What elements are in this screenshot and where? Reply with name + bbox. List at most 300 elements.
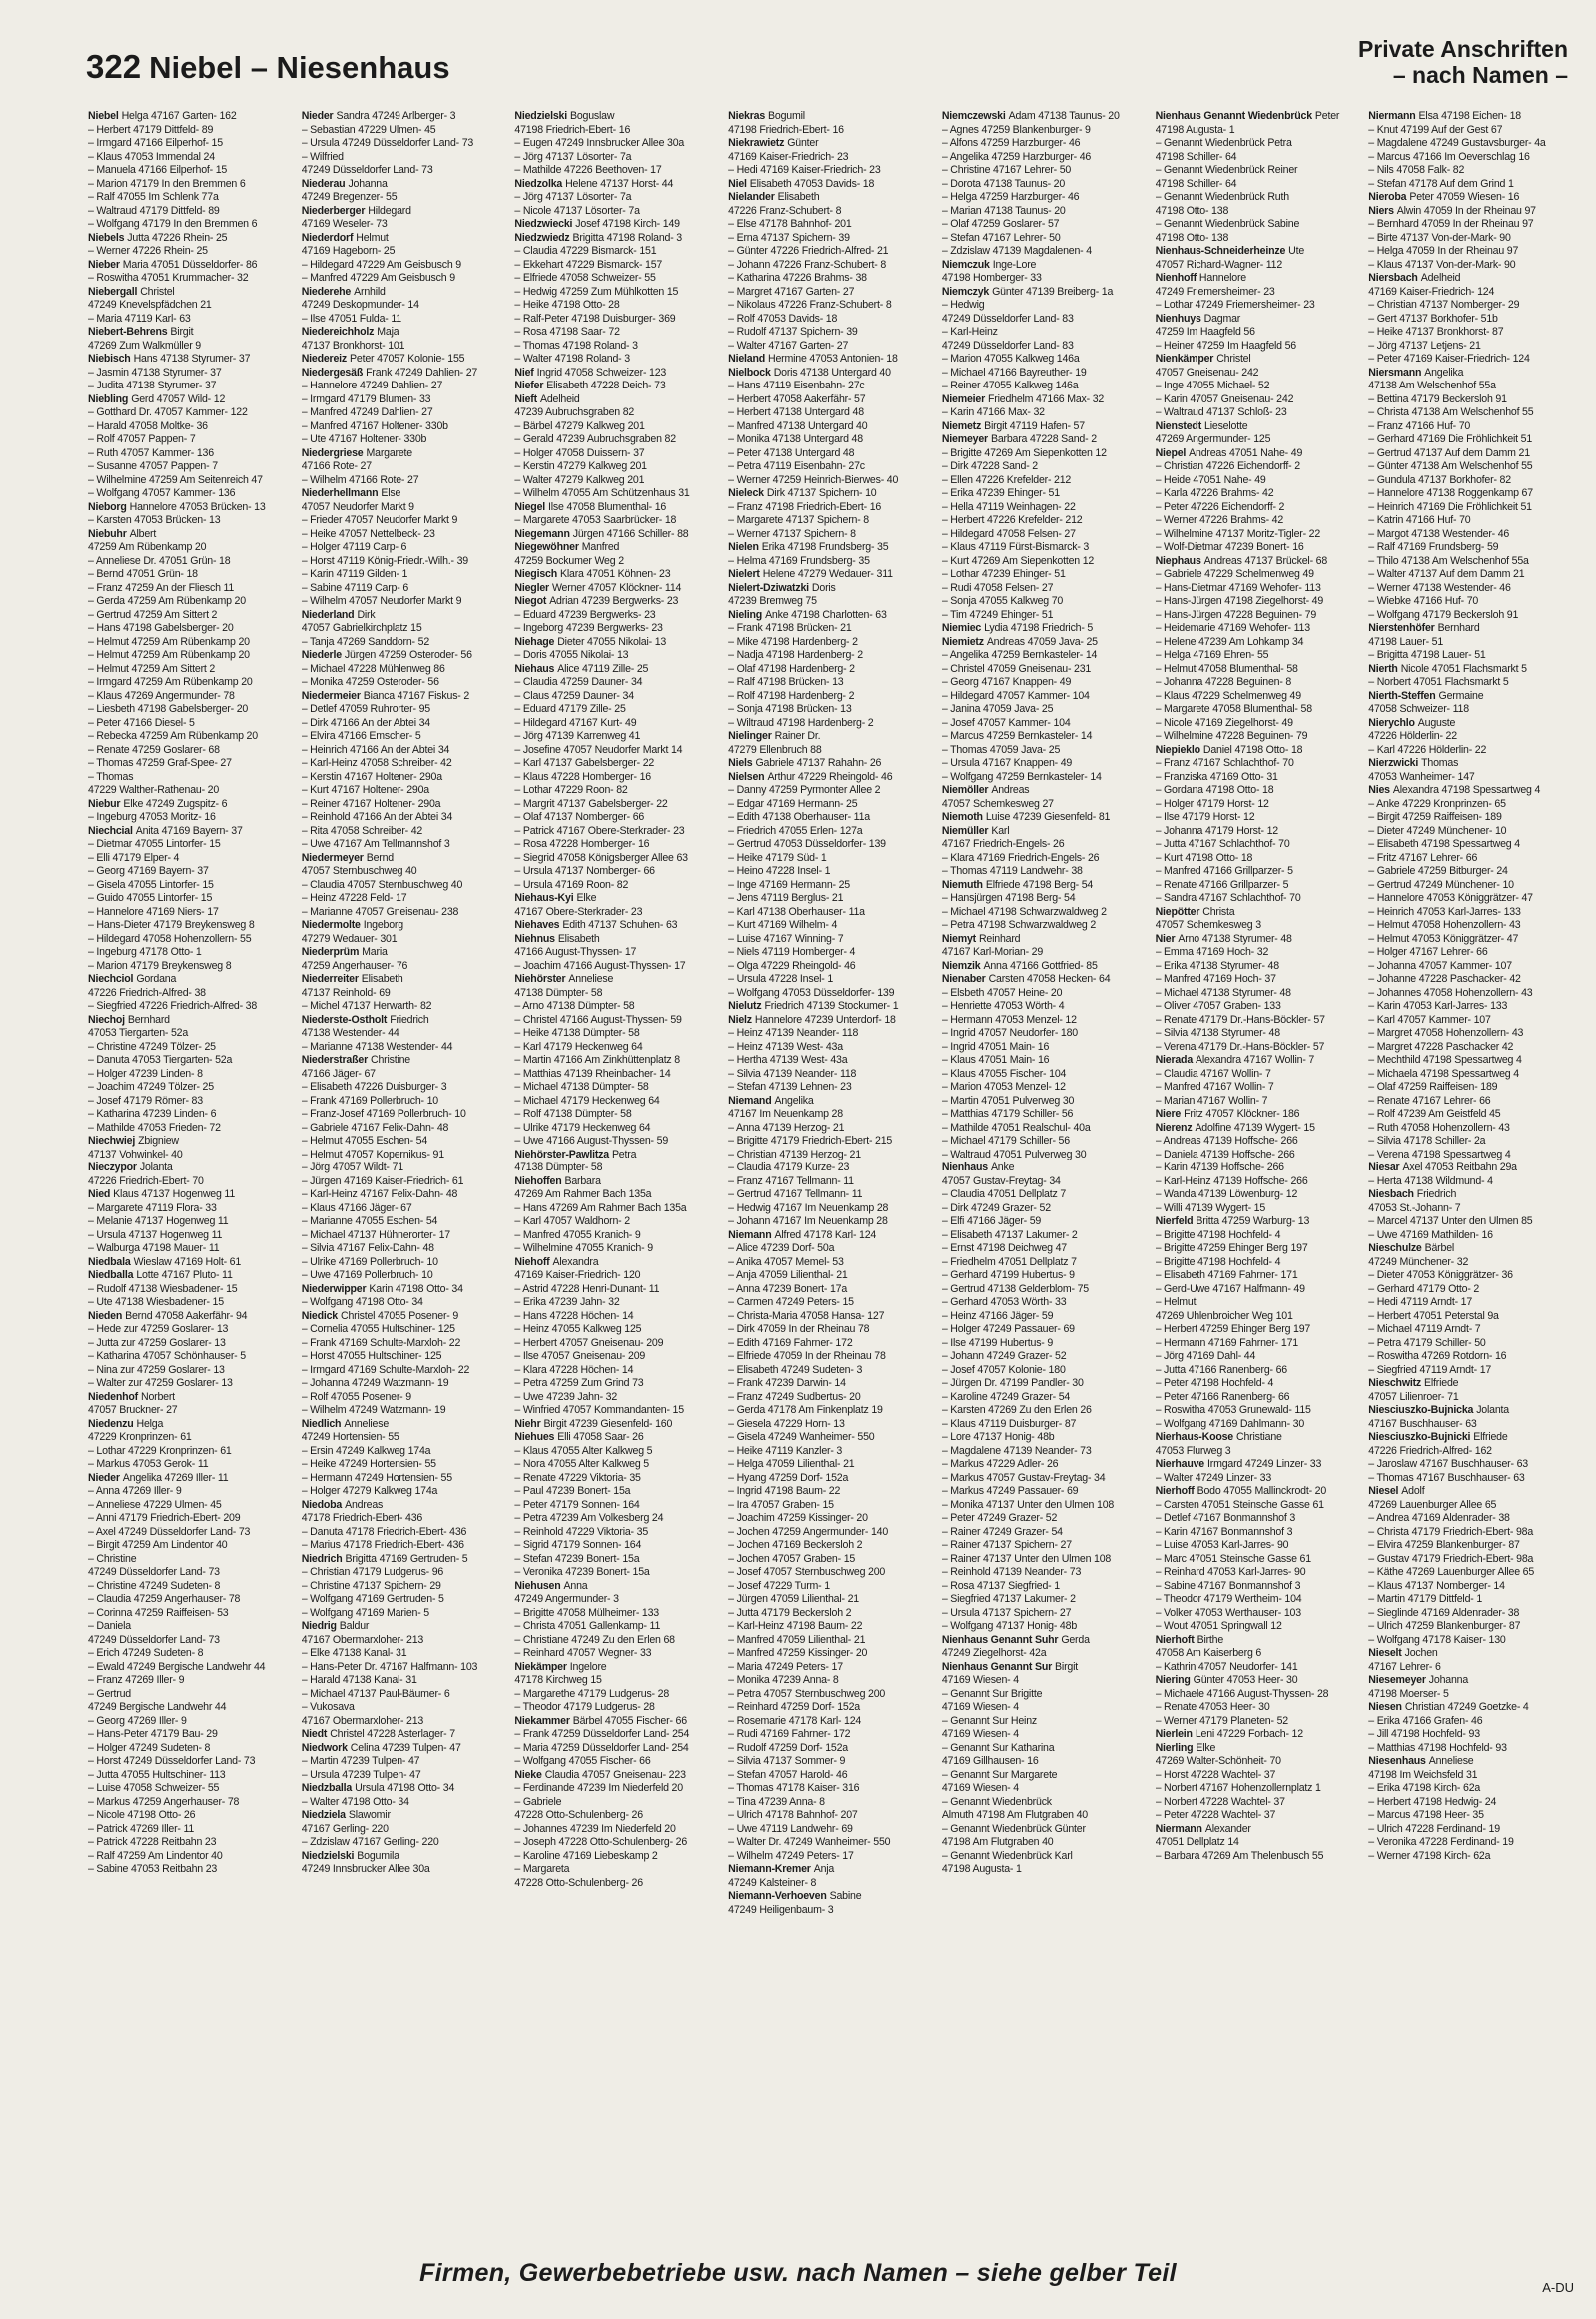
directory-entry: [514, 460, 722, 474]
directory-entry: [942, 960, 1150, 974]
entry-surname: Niering: [1155, 1674, 1191, 1686]
directory-entry: [88, 1823, 296, 1837]
entry-details: Else: [381, 487, 401, 499]
entry-details: Slawomir: [348, 1809, 391, 1821]
entry-details: – Karl-Heinz 47058 Schreiber- 42: [301, 757, 452, 769]
entry-surname: Nieling: [728, 608, 763, 621]
entry-details: 47226 Franz-Schubert- 8: [728, 204, 842, 217]
directory-entry: [514, 259, 722, 273]
directory-entry: [88, 1215, 296, 1229]
directory-entry: [1368, 1229, 1576, 1243]
directory-entry: [728, 137, 936, 151]
directory-entry: [1156, 865, 1363, 879]
directory-entry: [728, 1850, 936, 1864]
entry-details: – Jutta 47055 Hultschiner- 113: [88, 1768, 226, 1781]
entry-details: – Sabine 47167 Bonmannshof 3: [1155, 1579, 1301, 1592]
directory-entry: [302, 178, 509, 192]
directory-entry: [1368, 1850, 1576, 1864]
directory-entry: [942, 218, 1150, 232]
directory-entry: [514, 528, 722, 542]
directory-entry: [514, 1755, 722, 1769]
entry-details: – Elsbeth 47057 Heine- 20: [941, 986, 1063, 999]
entry-details: Britta 47259 Warburg- 13: [1196, 1215, 1310, 1227]
directory-entry: [302, 393, 509, 407]
entry-details: – Edith 47169 Fahrner- 172: [728, 1336, 853, 1349]
entry-surname: Niebert-Behrens: [88, 326, 168, 338]
directory-entry: [302, 1135, 509, 1149]
entry-surname: Niemyt: [941, 932, 976, 945]
entry-surname: Nierling: [1155, 1741, 1194, 1754]
directory-entry: [942, 1431, 1150, 1445]
entry-details: – Rainer 47137 Unter den Ulmen 108: [941, 1552, 1112, 1565]
entry-surname: Nienhuys: [1155, 312, 1201, 325]
entry-details: 47269 Uhlenbroicher Weg 101: [1155, 1309, 1293, 1322]
directory-entry: [88, 1256, 296, 1270]
entry-details: 47239 Aubruchsgraben 82: [514, 406, 635, 418]
directory-entry: [942, 1188, 1150, 1202]
directory-entry: [514, 636, 722, 650]
entry-details: – Renate 47259 Goslarer- 68: [88, 743, 220, 756]
entry-details: – Ewald 47249 Bergische Landwehr 44: [88, 1660, 266, 1673]
directory-entry: [1368, 353, 1576, 367]
directory-entry: [1368, 622, 1576, 636]
directory-entry: [302, 582, 509, 596]
entry-details: – Heike 47119 Kanzler- 3: [728, 1444, 843, 1457]
entry-details: Lotte 47167 Pluto- 11: [136, 1269, 233, 1281]
entry-details: – Margrit 47137 Gabelsberger- 22: [514, 797, 668, 810]
entry-details: – Michaela 47198 Spessartweg 4: [1368, 1067, 1519, 1080]
entry-details: – Frank 47169 Schulte-Marxloh- 22: [301, 1336, 461, 1349]
entry-details: – Erika 47138 Styrumer- 48: [1155, 959, 1279, 972]
directory-entry: [88, 460, 296, 474]
entry-surname: Niesciuszko-Bujnicki: [1368, 1431, 1471, 1443]
entry-details: – Ingeborg 47239 Bergwerks- 23: [514, 622, 663, 634]
directory-entry: [1156, 393, 1363, 407]
entry-details: – Genannt Sur Katharina: [941, 1741, 1055, 1754]
entry-details: – Edith 47138 Oberhauser- 11a: [728, 811, 870, 823]
directory-entry: [728, 1256, 936, 1270]
directory-entry: [728, 838, 936, 852]
directory-entry: [514, 703, 722, 717]
directory-entry: [88, 1485, 296, 1499]
directory-entry: [728, 852, 936, 866]
directory-entry: [1156, 1418, 1363, 1432]
entry-surname: Niels: [728, 757, 753, 769]
entry-details: – Margret 47228 Paschacker 42: [1368, 1040, 1514, 1053]
directory-column: [942, 110, 1150, 2237]
directory-entry: [1368, 1377, 1576, 1391]
entry-surname: Niedlich: [301, 1417, 342, 1430]
entry-details: – Gertrud 47249 Münchener- 10: [1368, 878, 1514, 891]
entry-surname: Niedbala: [88, 1255, 131, 1268]
entry-details: Bogumil: [768, 110, 805, 122]
entry-details: – Kerstin 47279 Kalkweg 201: [514, 460, 647, 472]
entry-details: – Kathrin 47057 Neudorfer- 141: [1155, 1660, 1298, 1673]
directory-entry: [302, 380, 509, 393]
entry-details: – Norbert 47228 Wachtel- 37: [1155, 1795, 1285, 1808]
directory-entry: [942, 703, 1150, 717]
entry-details: 47226 Hölderlin- 22: [1368, 730, 1457, 742]
directory-entry: [302, 892, 509, 906]
directory-entry: [1368, 784, 1576, 798]
directory-entry: [88, 1229, 296, 1243]
directory-entry: [942, 919, 1150, 933]
directory-entry: [302, 137, 509, 151]
directory-entry: [1156, 299, 1363, 313]
entry-details: 47167 Friedrich-Engels- 26: [941, 838, 1065, 850]
directory-entry: [88, 1526, 296, 1540]
directory-entry: [1156, 178, 1363, 192]
directory-entry: [942, 1512, 1150, 1526]
directory-entry: [728, 1553, 936, 1567]
directory-entry: [1156, 1350, 1363, 1364]
entry-details: – Mathilde 47053 Frieden- 72: [88, 1121, 221, 1134]
entry-details: – Nils 47058 Falk- 82: [1368, 164, 1465, 176]
directory-entry: [302, 852, 509, 866]
entry-surname: Nieber: [88, 258, 120, 271]
entry-details: – Karl 47138 Oberhauser- 11a: [728, 905, 865, 918]
directory-entry: [88, 528, 296, 542]
entry-surname: Niedwork: [301, 1741, 348, 1754]
directory-entry: [514, 286, 722, 300]
entry-details: – Rolf 47198 Hardenberg- 2: [728, 689, 855, 702]
directory-entry: [942, 259, 1150, 273]
entry-details: – Silvia 47138 Styrumer- 48: [1155, 1027, 1280, 1039]
entry-details: – Christel 47166 August-Thyssen- 59: [514, 1013, 682, 1026]
entry-details: – Karin 47053 Karl-Jarres- 133: [1368, 1000, 1508, 1012]
entry-details: – Elisabeth 47249 Sudeten- 3: [728, 1363, 863, 1376]
entry-details: – Herbert 47057 Gneisenau- 209: [514, 1336, 664, 1349]
directory-entry: [1368, 1337, 1576, 1351]
entry-surname: Niesar: [1368, 1161, 1400, 1173]
directory-entry: [88, 1472, 296, 1486]
directory-entry: [88, 340, 296, 354]
entry-details: – Hede zur 47259 Goslarer- 13: [88, 1323, 229, 1335]
directory-entry: [1368, 676, 1576, 690]
directory-entry: [1368, 703, 1576, 717]
directory-entry: [302, 1580, 509, 1594]
entry-details: – Frank 47198 Brücken- 21: [728, 622, 852, 634]
directory-entry: [514, 433, 722, 447]
entry-details: – Holger 47249 Sudeten- 8: [88, 1741, 211, 1754]
directory-entry: [514, 987, 722, 1001]
entry-details: – Patrick 47167 Obere-Sterkrader- 23: [514, 824, 685, 837]
entry-details: – Ursula 47167 Knappen- 49: [941, 757, 1073, 769]
directory-entry: [1368, 1755, 1576, 1769]
page-header: [86, 36, 1568, 90]
entry-details: – Marion 47179 Breykensweg 8: [88, 959, 232, 972]
entry-surname: Nierhauve: [1155, 1458, 1204, 1470]
directory-entry: [514, 1014, 722, 1028]
directory-entry: [88, 299, 296, 313]
entry-details: – Marian 47167 Wollin- 7: [1155, 1094, 1268, 1107]
directory-entry: [942, 164, 1150, 178]
directory-entry: [1368, 1823, 1576, 1837]
directory-entry: [88, 1000, 296, 1014]
directory-entry: [88, 757, 296, 771]
entry-surname: Nienstedt: [1155, 419, 1202, 432]
entry-details: – Franz 47166 Huf- 70: [1368, 419, 1471, 432]
directory-entry: [728, 1782, 936, 1796]
entry-details: 47169 Hageborn- 25: [301, 245, 396, 257]
directory-entry: [728, 1215, 936, 1229]
entry-details: Dagmar: [1203, 312, 1241, 325]
entry-details: – Peter 47228 Wachtel- 37: [1155, 1809, 1276, 1821]
directory-entry: [514, 838, 722, 852]
directory-entry: [88, 1350, 296, 1364]
entry-details: – Horst 47228 Wachtel- 37: [1155, 1768, 1276, 1781]
entry-details: – Lothar 47249 Friemersheimer- 23: [1155, 299, 1315, 311]
entry-details: Elisabeth: [361, 973, 403, 985]
directory-entry: [1368, 326, 1576, 340]
directory-entry: [514, 595, 722, 609]
entry-details: – Walter 47249 Linzer- 33: [1155, 1471, 1272, 1484]
entry-details: – Olaf 47259 Goslarer- 57: [941, 218, 1060, 230]
directory-entry: [1156, 1391, 1363, 1405]
entry-details: – Wolfgang 47055 Fischer- 66: [514, 1755, 651, 1767]
directory-entry: [88, 1728, 296, 1742]
entry-details: Friedhelm 47166 Max- 32: [988, 392, 1105, 405]
entry-details: Ilse 47058 Blumenthal- 16: [548, 500, 667, 513]
entry-details: – Markus 47259 Angerhauser- 78: [88, 1795, 240, 1808]
entry-details: Hannelore 47053 Brücken- 13: [129, 500, 266, 513]
entry-details: – Claudia 47051 Dellplatz 7: [941, 1188, 1067, 1200]
directory-entry: [88, 1674, 296, 1688]
directory-entry: [514, 609, 722, 623]
directory-entry: [302, 164, 509, 178]
directory-entry: [88, 1593, 296, 1607]
entry-details: – Martin 47166 Am Zinkhüttenplatz 8: [514, 1054, 680, 1066]
entry-details: Rainer Dr.: [774, 730, 821, 742]
entry-details: – Michael 47119 Arndt- 7: [1368, 1323, 1481, 1335]
entry-details: – Birte 47137 Von-der-Mark- 90: [1368, 231, 1511, 244]
directory-entry: [728, 1095, 936, 1109]
entry-surname: Nieden: [88, 1309, 123, 1322]
entry-details: – Sandra 47167 Schlachthof- 70: [1155, 892, 1301, 904]
directory-entry: [514, 919, 722, 933]
directory-entry: [728, 1755, 936, 1769]
directory-entry: [302, 973, 509, 987]
directory-entry: [88, 622, 296, 636]
entry-details: – Gustav 47179 Friedrich-Ebert- 98a: [1368, 1552, 1534, 1565]
entry-surname: Nienkämper: [1155, 353, 1214, 365]
entry-details: – Holger 47119 Carp- 6: [301, 541, 407, 553]
directory-entry: [514, 353, 722, 367]
entry-details: – Georg 47167 Knappen- 49: [941, 676, 1072, 688]
entry-details: – Wolfgang 47179 Beckersloh 91: [1368, 608, 1519, 621]
entry-details: 47249 Heiligenbaum- 3: [728, 1903, 834, 1916]
directory-entry: [514, 1377, 722, 1391]
directory-entry: [1156, 892, 1363, 906]
directory-entry: [1156, 946, 1363, 960]
entry-details: – Irmgard 47169 Schulte-Marxloh- 22: [301, 1363, 470, 1376]
entry-details: – Judita 47138 Styrumer- 37: [88, 380, 217, 391]
directory-entry: [302, 1364, 509, 1378]
entry-surname: Nierlein: [1155, 1728, 1193, 1740]
entry-details: – Marc 47051 Steinsche Gasse 61: [1155, 1552, 1311, 1565]
entry-surname: Niemczuk: [941, 258, 990, 271]
entry-details: 47138 Westender- 44: [301, 1027, 399, 1039]
entry-details: Anneliese: [568, 973, 614, 985]
entry-details: – Michael 47137 Hühnerorter- 17: [301, 1228, 450, 1241]
directory-entry: [728, 1526, 936, 1540]
entry-details: – Jürgen 47059 Lilienthal- 21: [728, 1593, 859, 1605]
entry-details: – Ulrich 47178 Bahnhof- 207: [728, 1809, 858, 1821]
entry-surname: Nies: [1368, 784, 1390, 796]
directory-entry: [302, 1014, 509, 1028]
entry-details: – Anni 47179 Friedrich-Ebert- 209: [88, 1512, 241, 1524]
directory-entry: [302, 406, 509, 420]
directory-entry: [88, 1310, 296, 1324]
directory-entry: [728, 622, 936, 636]
entry-surname: Niesen: [1368, 1701, 1402, 1713]
entry-details: – Christine 47137 Spichern- 29: [301, 1579, 441, 1592]
directory-entry: [88, 191, 296, 205]
directory-entry: [514, 541, 722, 555]
directory-entry: [1156, 771, 1363, 785]
directory-entry: [302, 703, 509, 717]
entry-details: – Reinhard 47053 Karl-Jarres- 90: [1155, 1566, 1306, 1578]
directory-entry: [728, 1634, 936, 1648]
directory-entry: [514, 582, 722, 596]
entry-details: – Werner 47198 Kirch- 62a: [1368, 1849, 1491, 1862]
entry-details: Andreas 47137 Brückel- 68: [1203, 554, 1328, 567]
directory-entry: [728, 1539, 936, 1553]
entry-details: – Uwe 47169 Mathilden- 16: [1368, 1228, 1493, 1241]
entry-details: – Sabine 47119 Carp- 6: [301, 581, 409, 594]
directory-entry: [514, 784, 722, 798]
directory-entry: [728, 1472, 936, 1486]
directory-entry: [728, 676, 936, 690]
entry-details: – Gerhard 47053 Wörth- 33: [941, 1296, 1067, 1308]
directory-entry: [942, 1149, 1150, 1162]
directory-entry: [1156, 1377, 1363, 1391]
entry-surname: Niekämper: [514, 1660, 567, 1673]
entry-details: – Norbert 47167 Hohenzollernplatz 1: [1155, 1782, 1321, 1794]
directory-entry: [942, 1526, 1150, 1540]
directory-entry: [728, 299, 936, 313]
directory-entry: [1156, 1728, 1363, 1742]
directory-entry: [302, 1472, 509, 1486]
entry-details: – Thomas 47119 Landwehr- 38: [941, 865, 1083, 877]
entry-details: Josef 47198 Kirch- 149: [575, 218, 680, 230]
directory-entry: [1368, 1836, 1576, 1850]
entry-details: – Thomas 47198 Roland- 3: [514, 339, 638, 352]
entry-details: Barbara: [564, 1174, 601, 1187]
entry-details: 47229 Kronprinzen- 61: [88, 1431, 192, 1443]
entry-details: – Carsten 47051 Steinsche Gasse 61: [1155, 1498, 1324, 1511]
entry-details: – Manfred 47055 Kranich- 9: [514, 1228, 641, 1241]
directory-entry: [1156, 609, 1363, 623]
entry-surname: Nierth-Steffen: [1368, 689, 1436, 702]
entry-details: – Reiner 47167 Holtener- 290a: [301, 797, 441, 810]
entry-details: – Waltraud 47137 Schloß- 23: [1155, 406, 1287, 418]
entry-details: – Heinz 47139 Neander- 118: [728, 1027, 859, 1039]
directory-entry: [1156, 676, 1363, 690]
directory-entry: [1156, 1688, 1363, 1702]
directory-entry: [88, 1149, 296, 1162]
directory-entry: [88, 703, 296, 717]
entry-details: – Helmut 47055 Eschen- 54: [301, 1135, 428, 1147]
entry-details: – Nikolaus 47226 Franz-Schubert- 8: [728, 299, 892, 311]
directory-entry: [88, 636, 296, 650]
entry-details: – Bärbel 47279 Kalkweg 201: [514, 419, 645, 432]
entry-surname: Niemiec: [941, 622, 982, 634]
directory-entry: [1156, 987, 1363, 1001]
entry-details: – Heinz 47139 West- 43a: [728, 1040, 843, 1053]
page-title: [86, 48, 450, 86]
entry-details: Günter 47139 Breiberg- 1a: [992, 285, 1114, 298]
entry-details: – Angelika 47259 Harzburger- 46: [941, 150, 1092, 163]
directory-entry: [88, 1296, 296, 1310]
directory-entry: [1156, 1458, 1363, 1472]
directory-entry: [514, 1000, 722, 1014]
directory-entry: [1368, 1350, 1576, 1364]
entry-details: – Karin 47057 Gneisenau- 242: [1155, 392, 1294, 405]
directory-entry: [514, 124, 722, 138]
directory-entry: [514, 744, 722, 758]
entry-details: 47167 Gerling- 220: [301, 1822, 389, 1835]
directory-entry: [514, 1242, 722, 1256]
directory-entry: [942, 933, 1150, 947]
entry-details: – Thilo 47138 Am Welschenhof 55a: [1368, 554, 1529, 567]
entry-details: – Hannelore 47169 Niers- 17: [88, 905, 219, 918]
entry-details: Arnhild: [354, 285, 386, 298]
directory-entry: [302, 1634, 509, 1648]
directory-entry: [1156, 1323, 1363, 1337]
entry-details: 47198 Augusta- 1: [941, 1863, 1022, 1875]
entry-details: – Johann 47226 Franz-Schubert- 8: [728, 258, 887, 271]
directory-entry: [942, 1863, 1150, 1877]
entry-details: 47249 Kalsteiner- 8: [728, 1876, 817, 1889]
directory-entry: [728, 367, 936, 381]
directory-entry: [942, 474, 1150, 488]
directory-entry: [1368, 218, 1576, 232]
directory-entry: [942, 1539, 1150, 1553]
entry-surname: Niehoff: [514, 1255, 550, 1268]
entry-details: – Herbert 47226 Krefelder- 212: [941, 514, 1083, 526]
entry-details: 47169 Wiesen- 4: [941, 1674, 1019, 1686]
entry-surname: Niehr: [514, 1417, 541, 1430]
directory-entry: [942, 1715, 1150, 1729]
directory-entry: [88, 568, 296, 582]
directory-entry: [88, 313, 296, 327]
directory-entry: [942, 676, 1150, 690]
entry-details: – Klaus 47269 Angermunder- 78: [88, 689, 235, 702]
directory-entry: [1156, 218, 1363, 232]
directory-entry: [1156, 528, 1363, 542]
entry-details: – Manuela 47166 Eilperhof- 15: [88, 164, 228, 176]
directory-entry: [302, 1796, 509, 1810]
entry-details: Adrian 47239 Bergwerks- 23: [549, 595, 679, 607]
directory-entry: [88, 906, 296, 920]
directory-entry: [88, 595, 296, 609]
directory-entry: [942, 1796, 1150, 1810]
entry-details: – Wilhelmine 47137 Moritz-Tigler- 22: [1155, 527, 1321, 540]
entry-surname: Niedzielski: [514, 110, 567, 122]
entry-details: – Klaus 47137 Nomberger- 14: [1368, 1579, 1505, 1592]
entry-details: – Klaus 47137 Von-der-Mark- 90: [1368, 258, 1516, 271]
entry-details: – Georg 47169 Bayern- 37: [88, 865, 209, 877]
directory-column: [302, 110, 509, 2237]
directory-entry: [1368, 1404, 1576, 1418]
entry-details: – Kurt 47269 Am Siepenkotten 12: [941, 554, 1095, 567]
directory-entry: [514, 178, 722, 192]
directory-entry: [514, 1850, 722, 1864]
directory-entry: [1368, 232, 1576, 246]
entry-details: – Hedwig 47259 Zum Mühlkotten 15: [514, 285, 679, 298]
entry-details: – Detlef 47167 Bonmannshof 3: [1155, 1512, 1296, 1524]
